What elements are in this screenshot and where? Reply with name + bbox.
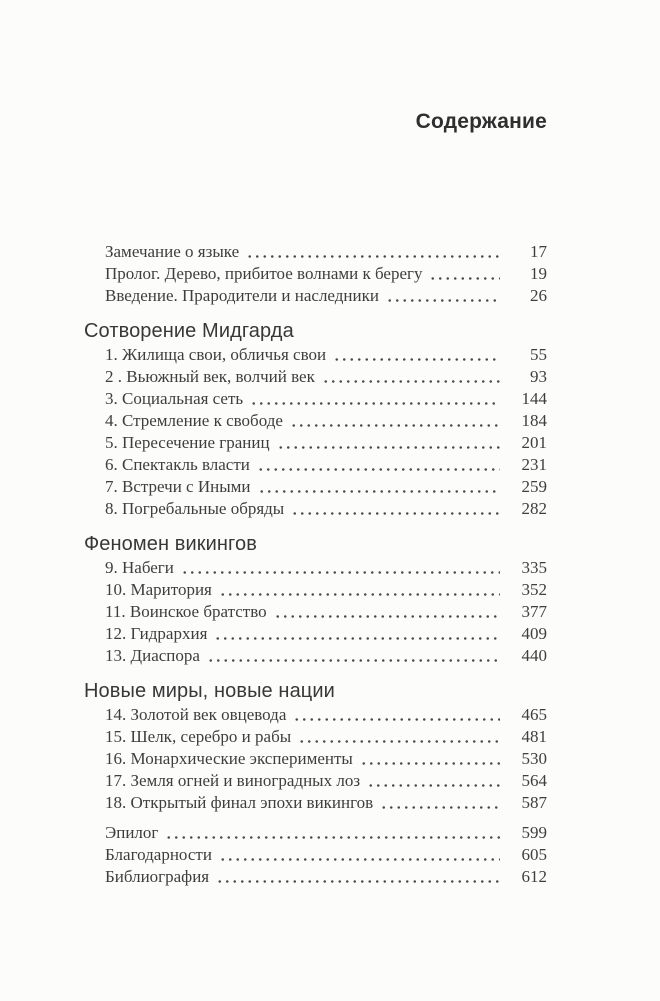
toc-entry bbox=[84, 792, 547, 814]
toc-entry-page-number: 184 bbox=[521, 411, 547, 430]
toc-entry-label: 11. Воинское братство bbox=[105, 602, 267, 621]
toc-entry bbox=[84, 388, 547, 410]
toc-entry-page-number: 282 bbox=[521, 499, 547, 518]
toc-entry-label: 12. Гидрархия bbox=[105, 624, 208, 643]
toc-entry-page-number: 231 bbox=[521, 455, 547, 474]
toc-entry-page-number: 605 bbox=[521, 845, 547, 864]
toc-entry-label: 14. Золотой век овцевода bbox=[105, 705, 287, 724]
toc-entry-page-number: 409 bbox=[521, 624, 547, 643]
toc-entry-page-number: 377 bbox=[521, 602, 547, 621]
dot-leader bbox=[219, 579, 500, 601]
toc-entry-page-number: 259 bbox=[521, 477, 547, 496]
toc-entry-page-number: 612 bbox=[521, 867, 547, 886]
toc-entry-label: 15. Шелк, серебро и рабы bbox=[105, 727, 292, 746]
toc-entry bbox=[84, 432, 547, 454]
dot-leader bbox=[181, 557, 500, 579]
toc-section-items bbox=[84, 344, 547, 520]
dot-leader bbox=[277, 432, 500, 454]
toc-entry bbox=[84, 822, 547, 844]
toc-entry-page-number: 599 bbox=[521, 823, 547, 842]
toc-entry-page-number: 440 bbox=[521, 646, 547, 665]
toc-section-items bbox=[84, 557, 547, 667]
toc-section bbox=[84, 822, 547, 888]
toc-entry-page-number: 587 bbox=[521, 793, 547, 812]
toc-entry bbox=[84, 645, 547, 667]
toc-section-heading: Феномен викингов bbox=[84, 533, 257, 555]
toc-entry-label: 16. Монархические эксперименты bbox=[105, 749, 353, 768]
toc-entry bbox=[84, 285, 547, 307]
page-title: Содержание bbox=[415, 110, 547, 133]
toc-section-heading: Новые миры, новые нации bbox=[84, 680, 335, 702]
toc-entry bbox=[84, 770, 547, 792]
toc-section bbox=[84, 320, 547, 520]
toc-entry-label: 1. Жилища свои, обличья свои bbox=[105, 345, 327, 364]
toc-entry-label: 8. Погребальные обряды bbox=[105, 499, 285, 518]
toc-entry bbox=[84, 704, 547, 726]
dot-leader bbox=[165, 822, 500, 844]
toc-entry-label: Пролог. Дерево, прибитое волнами к берегу bbox=[105, 264, 423, 283]
dot-leader bbox=[290, 410, 500, 432]
toc-entry bbox=[84, 263, 547, 285]
page-content bbox=[84, 0, 547, 888]
toc-entry-page-number: 352 bbox=[521, 580, 547, 599]
toc-entry-label: 3. Социальная сеть bbox=[105, 389, 244, 408]
toc-section bbox=[84, 241, 547, 307]
toc-entry-label: 9. Набеги bbox=[105, 558, 174, 577]
dot-leader bbox=[429, 263, 500, 285]
dot-leader bbox=[367, 770, 500, 792]
toc-entry-page-number: 26 bbox=[530, 286, 547, 305]
dot-leader bbox=[246, 241, 500, 263]
dot-leader bbox=[216, 866, 500, 888]
toc-entry bbox=[84, 866, 547, 888]
toc-entry-page-number: 93 bbox=[530, 367, 547, 386]
toc-entry bbox=[84, 344, 547, 366]
toc-entry bbox=[84, 241, 547, 263]
toc-entry-label: 13. Диаспора bbox=[105, 646, 200, 665]
toc-entry-label: Благодарности bbox=[105, 845, 212, 864]
toc-entry bbox=[84, 366, 547, 388]
toc-entry-label: 7. Встречи с Иными bbox=[105, 477, 251, 496]
dot-leader bbox=[322, 366, 500, 388]
toc-entry bbox=[84, 726, 547, 748]
toc-entry-page-number: 201 bbox=[521, 433, 547, 452]
dot-leader bbox=[214, 623, 500, 645]
toc-entry-label: 10. Маритория bbox=[105, 580, 212, 599]
toc-entry-page-number: 19 bbox=[530, 264, 547, 283]
toc-entry bbox=[84, 557, 547, 579]
toc-entry-label: Библиография bbox=[105, 867, 210, 886]
toc-entry-label: 17. Земля огней и виноградных лоз bbox=[105, 771, 361, 790]
toc-entry-label: Замечание о языке bbox=[105, 242, 240, 261]
toc-section bbox=[84, 533, 547, 667]
toc-entry-page-number: 564 bbox=[521, 771, 547, 790]
toc-entry-label: 6. Спектакль власти bbox=[105, 455, 250, 474]
toc-entry-page-number: 17 bbox=[530, 242, 547, 261]
toc-section-items bbox=[84, 704, 547, 814]
dot-leader bbox=[360, 748, 500, 770]
dot-leader bbox=[291, 498, 500, 520]
dot-leader bbox=[380, 792, 500, 814]
toc-entry-label: 4. Стремление к свободе bbox=[105, 411, 283, 430]
table-of-contents bbox=[84, 241, 547, 888]
dot-leader bbox=[219, 844, 500, 866]
toc-entry bbox=[84, 844, 547, 866]
toc-section-items bbox=[84, 822, 547, 888]
toc-entry bbox=[84, 579, 547, 601]
toc-section bbox=[84, 680, 547, 814]
toc-entry-page-number: 481 bbox=[521, 727, 547, 746]
dot-leader bbox=[250, 388, 500, 410]
toc-entry bbox=[84, 498, 547, 520]
dot-leader bbox=[257, 454, 500, 476]
toc-entry-page-number: 335 bbox=[521, 558, 547, 577]
toc-entry bbox=[84, 601, 547, 623]
toc-entry-label: Эпилог bbox=[105, 823, 159, 842]
toc-entry bbox=[84, 476, 547, 498]
toc-entry bbox=[84, 454, 547, 476]
toc-entry-page-number: 465 bbox=[521, 705, 547, 724]
toc-entry-label: 5. Пересечение границ bbox=[105, 433, 270, 452]
toc-entry-page-number: 55 bbox=[530, 345, 547, 364]
dot-leader bbox=[258, 476, 501, 498]
dot-leader bbox=[207, 645, 500, 667]
toc-entry-page-number: 530 bbox=[521, 749, 547, 768]
dot-leader bbox=[274, 601, 500, 623]
toc-section-heading: Сотворение Мидгарда bbox=[84, 320, 294, 342]
toc-section-items bbox=[84, 241, 547, 307]
dot-leader bbox=[293, 704, 500, 726]
dot-leader bbox=[298, 726, 500, 748]
toc-entry-page-number: 144 bbox=[521, 389, 547, 408]
toc-entry bbox=[84, 410, 547, 432]
toc-entry-label: Введение. Прародители и наследники bbox=[105, 286, 379, 305]
dot-leader bbox=[386, 285, 500, 307]
toc-entry bbox=[84, 623, 547, 645]
dot-leader bbox=[333, 344, 500, 366]
toc-entry-label: 18. Открытый финал эпохи викингов bbox=[105, 793, 374, 812]
toc-entry-label: 2 . Вьюжный век, волчий век bbox=[105, 367, 315, 386]
toc-entry bbox=[84, 748, 547, 770]
